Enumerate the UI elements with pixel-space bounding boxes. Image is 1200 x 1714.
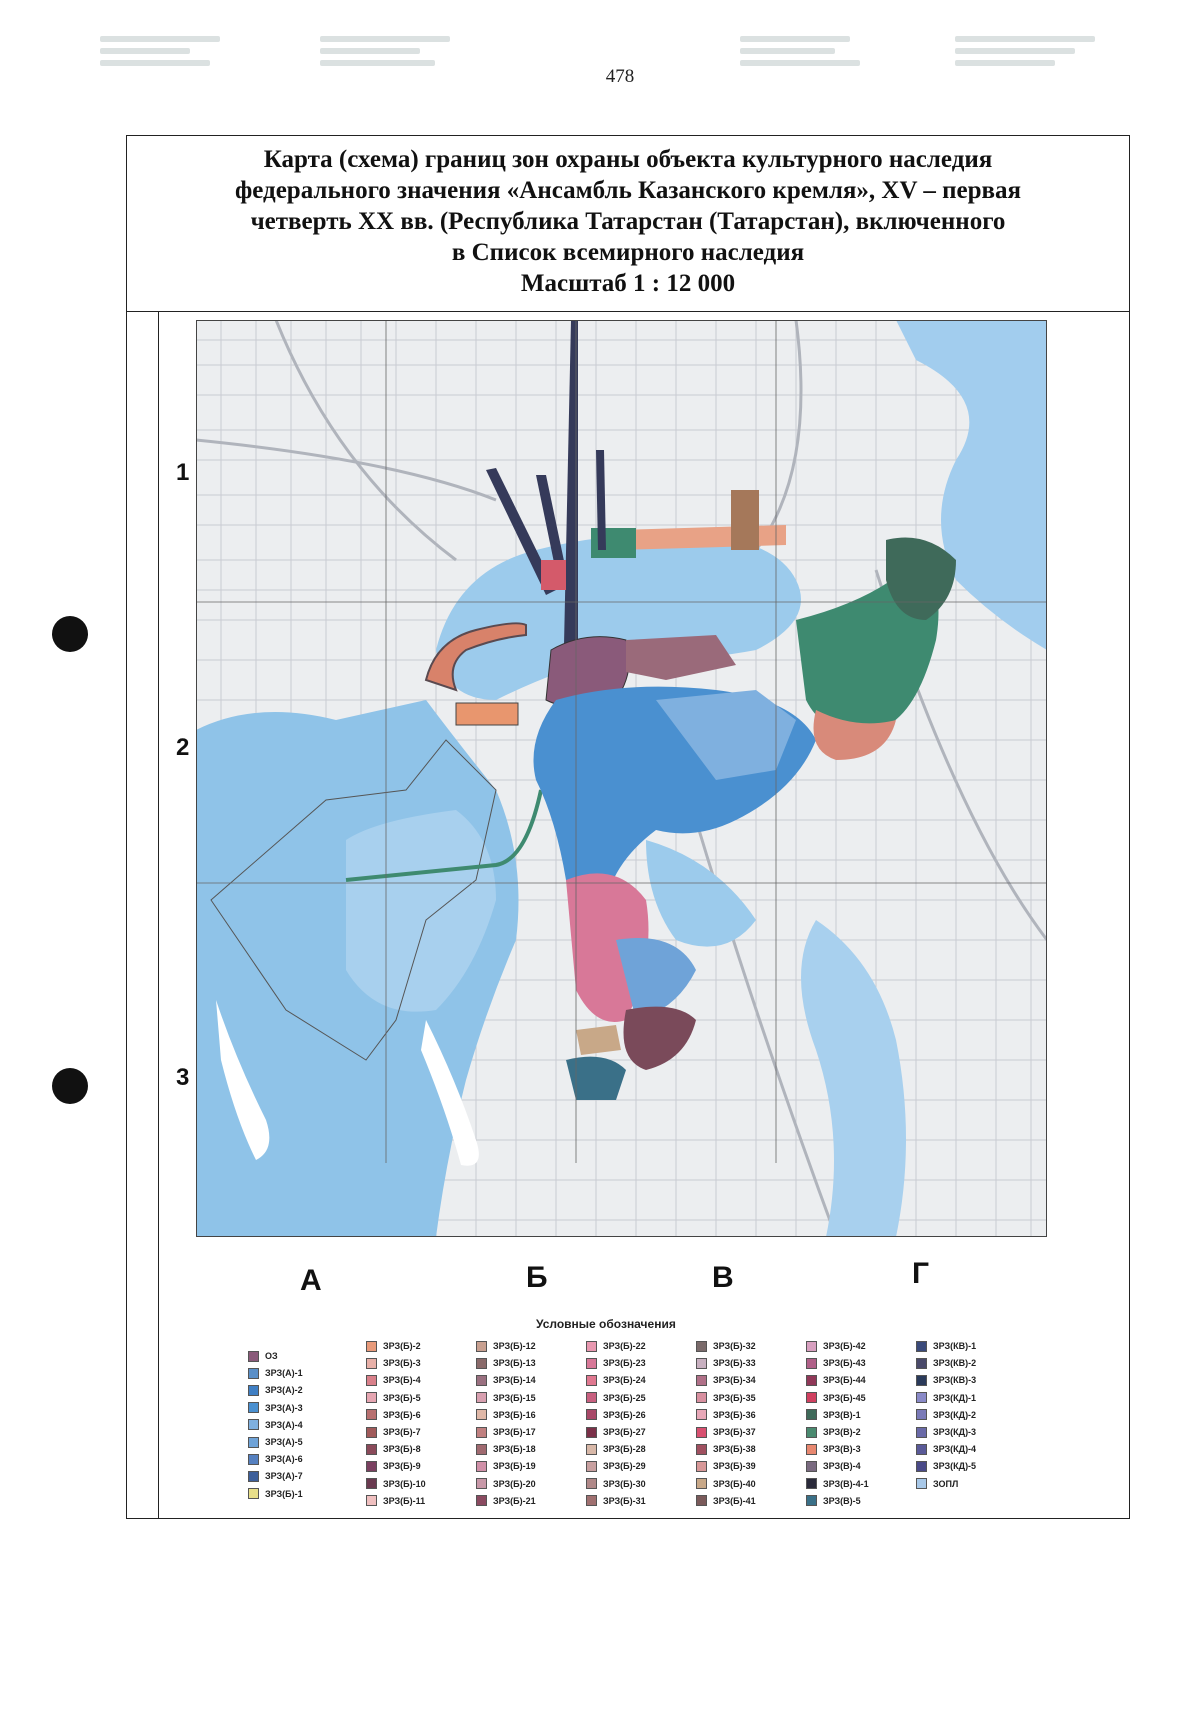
legend-label: ЗРЗ(Б)-35 bbox=[713, 1392, 756, 1403]
legend-swatch bbox=[696, 1375, 707, 1386]
legend-label: ЗРЗ(КВ)-3 bbox=[933, 1375, 977, 1386]
legend-label: ЗРЗ(Б)-23 bbox=[603, 1358, 646, 1369]
legend-label: ЗРЗ(Б)-29 bbox=[603, 1461, 646, 1472]
legend-swatch bbox=[916, 1444, 927, 1455]
legend-swatch bbox=[916, 1478, 927, 1489]
punch-hole-top bbox=[52, 616, 88, 652]
legend-swatch bbox=[366, 1461, 377, 1472]
legend-label: ОЗ bbox=[265, 1351, 278, 1361]
legend-label: ЗРЗ(Б)-24 bbox=[603, 1375, 646, 1386]
scale-label: Масштаб 1 : 12 000 bbox=[520, 270, 736, 297]
map-sheet bbox=[126, 135, 1130, 1519]
legend-swatch bbox=[696, 1427, 707, 1438]
legend-label: ЗРЗ(Б)-8 bbox=[383, 1444, 421, 1455]
legend-swatch bbox=[366, 1478, 377, 1489]
legend-label: ЗРЗ(Б)-31 bbox=[603, 1495, 646, 1506]
legend-item bbox=[248, 1365, 303, 1381]
legend-item bbox=[586, 1338, 646, 1354]
legend-swatch bbox=[476, 1427, 487, 1438]
legend-item bbox=[586, 1355, 646, 1371]
legend-item bbox=[476, 1407, 536, 1423]
legend-label: ЗРЗ(Б)-9 bbox=[383, 1461, 421, 1472]
legend-item bbox=[586, 1458, 646, 1474]
legend-label: ЗРЗ(А)-6 bbox=[265, 1454, 303, 1465]
page-number: 478 bbox=[605, 66, 635, 87]
legend-item bbox=[248, 1417, 303, 1433]
legend-item bbox=[476, 1390, 536, 1406]
legend-item bbox=[696, 1493, 756, 1509]
legend-label: ЗРЗ(Б)-45 bbox=[823, 1392, 866, 1403]
grid-row-label: 3 bbox=[176, 1064, 190, 1091]
legend-label: ЗРЗ(А)-1 bbox=[265, 1368, 303, 1379]
legend-label: ЗРЗ(А)-7 bbox=[265, 1471, 303, 1482]
legend-label: ЗРЗ(В)-3 bbox=[823, 1444, 861, 1455]
legend-label: ЗРЗ(В)-4-1 bbox=[823, 1478, 869, 1489]
legend-item bbox=[476, 1338, 536, 1354]
legend-item bbox=[806, 1424, 861, 1440]
legend-item bbox=[696, 1338, 756, 1354]
legend-swatch bbox=[476, 1341, 487, 1352]
legend-item bbox=[916, 1458, 976, 1474]
legend-label: ЗРЗ(КД)-4 bbox=[933, 1444, 977, 1455]
legend-item bbox=[696, 1372, 756, 1388]
grid-column-label: В bbox=[712, 1261, 734, 1294]
legend-label: ЗРЗ(Б)-16 bbox=[493, 1409, 536, 1420]
legend-item bbox=[366, 1338, 421, 1354]
legend-swatch bbox=[696, 1495, 707, 1506]
legend-label: ЗРЗ(КД)-3 bbox=[933, 1427, 977, 1437]
legend-swatch bbox=[366, 1392, 377, 1403]
legend-label: ЗРЗ(Б)-34 bbox=[713, 1375, 756, 1386]
legend-item bbox=[476, 1441, 536, 1457]
legend-swatch bbox=[586, 1478, 597, 1489]
legend-label: ЗРЗ(Б)-41 bbox=[713, 1495, 756, 1506]
legend-swatch bbox=[916, 1392, 927, 1403]
legend-label: ЗРЗ(Б)-15 bbox=[493, 1392, 536, 1403]
legend-swatch bbox=[476, 1495, 487, 1506]
legend-label: ЗРЗ(Б)-38 bbox=[713, 1444, 756, 1455]
legend-swatch bbox=[248, 1368, 259, 1379]
legend-label: ЗРЗ(Б)-37 bbox=[713, 1427, 756, 1437]
legend-item bbox=[366, 1390, 421, 1406]
legend-swatch bbox=[916, 1341, 927, 1352]
legend-label: ЗРЗ(Б)-13 bbox=[493, 1358, 536, 1369]
legend-item bbox=[248, 1451, 303, 1467]
title-line: федерального значения «Ансамбль Казанского кремля», XV – первая bbox=[234, 177, 1022, 204]
legend-item bbox=[916, 1372, 976, 1388]
legend-swatch bbox=[476, 1444, 487, 1455]
legend-swatch bbox=[366, 1427, 377, 1438]
legend-item bbox=[476, 1476, 536, 1492]
legend-label: ЗРЗ(Б)-27 bbox=[603, 1427, 646, 1437]
legend-swatch bbox=[916, 1461, 927, 1472]
legend-label: ЗРЗ(КВ)-1 bbox=[933, 1341, 977, 1351]
legend-label: ЗРЗ(Б)-12 bbox=[493, 1341, 536, 1351]
legend-item bbox=[916, 1390, 976, 1406]
legend-label: ЗРЗ(Б)-5 bbox=[383, 1392, 421, 1403]
legend-item bbox=[586, 1407, 646, 1423]
legend-item bbox=[806, 1493, 861, 1509]
legend-swatch bbox=[476, 1478, 487, 1489]
legend-label: ЗРЗ(Б)-20 bbox=[493, 1478, 536, 1489]
legend-label: ЗРЗ(Б)-30 bbox=[603, 1478, 646, 1489]
grid-row-label: 2 bbox=[176, 734, 190, 761]
legend-swatch bbox=[806, 1358, 817, 1369]
legend-swatch bbox=[586, 1461, 597, 1472]
legend-swatch bbox=[696, 1461, 707, 1472]
legend-label: ЗРЗ(Б)-19 bbox=[493, 1461, 536, 1472]
legend-title: Условные обозначения bbox=[536, 1317, 676, 1331]
legend-swatch bbox=[806, 1341, 817, 1352]
legend-swatch bbox=[586, 1341, 597, 1352]
legend-item bbox=[248, 1486, 303, 1502]
legend-swatch bbox=[476, 1409, 487, 1420]
legend-label: ЗРЗ(А)-2 bbox=[265, 1385, 303, 1396]
legend-label: ЗРЗ(Б)-43 bbox=[823, 1358, 866, 1369]
legend-swatch bbox=[586, 1375, 597, 1386]
legend-swatch bbox=[586, 1358, 597, 1369]
legend-swatch bbox=[248, 1402, 259, 1413]
legend-swatch bbox=[806, 1375, 817, 1386]
grid-row-label: 1 bbox=[176, 459, 190, 486]
legend-label: ЗРЗ(Б)-1 bbox=[265, 1488, 303, 1499]
legend-swatch bbox=[366, 1495, 377, 1506]
legend-item bbox=[806, 1390, 866, 1406]
legend-label: ЗРЗ(Б)-36 bbox=[713, 1409, 756, 1420]
legend-item bbox=[366, 1407, 421, 1423]
legend-item bbox=[806, 1355, 866, 1371]
legend-swatch bbox=[806, 1409, 817, 1420]
legend-swatch bbox=[696, 1409, 707, 1420]
southern-teal-zone bbox=[566, 1057, 626, 1100]
legend-item bbox=[366, 1372, 421, 1388]
legend-label: ЗРЗ(Б)-4 bbox=[383, 1375, 421, 1386]
legend-item bbox=[586, 1390, 646, 1406]
grid-column-label: А bbox=[300, 1264, 322, 1297]
legend bbox=[248, 1338, 1048, 1506]
title-block bbox=[127, 136, 1129, 312]
legend-swatch bbox=[248, 1385, 259, 1396]
legend-item bbox=[696, 1424, 756, 1440]
legend-label: ЗРЗ(Б)-2 bbox=[383, 1341, 421, 1351]
legend-swatch bbox=[586, 1409, 597, 1420]
legend-item bbox=[916, 1338, 976, 1354]
legend-label: ЗРЗ(Б)-14 bbox=[493, 1375, 536, 1386]
legend-label: ЗРЗ(Б)-44 bbox=[823, 1375, 866, 1386]
legend-item bbox=[696, 1476, 756, 1492]
legend-label: ЗОПЛ bbox=[933, 1478, 959, 1489]
legend-swatch bbox=[248, 1419, 259, 1430]
legend-item bbox=[476, 1493, 536, 1509]
legend-label: ЗРЗ(Б)-10 bbox=[383, 1478, 426, 1489]
legend-item bbox=[366, 1493, 425, 1509]
legend-swatch bbox=[696, 1392, 707, 1403]
legend-label: ЗРЗ(Б)-26 bbox=[603, 1409, 646, 1420]
legend-swatch bbox=[248, 1351, 259, 1362]
legend-swatch bbox=[476, 1375, 487, 1386]
legend-swatch bbox=[366, 1375, 377, 1386]
map-frame bbox=[158, 312, 1130, 1518]
legend-label: ЗРЗ(КВ)-2 bbox=[933, 1358, 977, 1369]
legend-item bbox=[586, 1372, 646, 1388]
legend-label: ЗРЗ(Б)-39 bbox=[713, 1461, 756, 1472]
legend-item bbox=[248, 1348, 278, 1364]
legend-label: ЗРЗ(А)-5 bbox=[265, 1437, 303, 1447]
legend-item bbox=[476, 1372, 536, 1388]
legend-item bbox=[806, 1372, 866, 1388]
legend-item bbox=[696, 1407, 756, 1423]
legend-item bbox=[476, 1424, 536, 1440]
legend-swatch bbox=[806, 1478, 817, 1489]
legend-label: ЗРЗ(В)-2 bbox=[823, 1427, 861, 1437]
legend-label: ЗРЗ(Б)-22 bbox=[603, 1341, 646, 1351]
legend-item bbox=[916, 1407, 976, 1423]
legend-swatch bbox=[366, 1409, 377, 1420]
legend-label: ЗРЗ(Б)-32 bbox=[713, 1341, 756, 1351]
legend-swatch bbox=[806, 1392, 817, 1403]
legend-label: ЗРЗ(Б)-25 bbox=[603, 1392, 646, 1403]
legend-item bbox=[806, 1458, 861, 1474]
embankment-block bbox=[456, 703, 518, 725]
legend-swatch bbox=[916, 1427, 927, 1438]
southern-tan-zone bbox=[576, 1025, 621, 1055]
legend-label: ЗРЗ(Б)-40 bbox=[713, 1478, 756, 1489]
legend-item bbox=[586, 1441, 646, 1457]
legend-swatch bbox=[366, 1444, 377, 1455]
legend-swatch bbox=[696, 1358, 707, 1369]
legend-item bbox=[248, 1382, 303, 1398]
legend-swatch bbox=[806, 1495, 817, 1506]
legend-item bbox=[366, 1441, 421, 1457]
legend-swatch bbox=[806, 1427, 817, 1438]
grid-column-label: Б bbox=[526, 1261, 548, 1294]
bleed-through-text bbox=[740, 30, 890, 110]
legend-swatch bbox=[586, 1392, 597, 1403]
legend-label: ЗРЗ(В)-4 bbox=[823, 1461, 861, 1472]
legend-swatch bbox=[586, 1427, 597, 1438]
legend-label: ЗРЗ(Б)-3 bbox=[383, 1358, 421, 1369]
punch-hole-bottom bbox=[52, 1068, 88, 1104]
legend-item bbox=[806, 1441, 861, 1457]
legend-item bbox=[916, 1424, 976, 1440]
legend-swatch bbox=[366, 1341, 377, 1352]
legend-swatch bbox=[248, 1471, 259, 1482]
legend-swatch bbox=[696, 1444, 707, 1455]
legend-label: ЗРЗ(А)-4 bbox=[265, 1419, 303, 1430]
legend-item bbox=[248, 1400, 303, 1416]
legend-item bbox=[806, 1476, 869, 1492]
legend-label: ЗРЗ(Б)-7 bbox=[383, 1427, 421, 1437]
legend-item bbox=[366, 1476, 426, 1492]
legend-label: ЗРЗ(Б)-17 bbox=[493, 1427, 536, 1437]
grid-column-label: Г bbox=[912, 1257, 930, 1290]
legend-item bbox=[696, 1390, 756, 1406]
legend-label: ЗРЗ(Б)-33 bbox=[713, 1358, 756, 1369]
legend-label: ЗРЗ(КД)-5 bbox=[933, 1461, 977, 1472]
legend-item bbox=[916, 1441, 976, 1457]
legend-swatch bbox=[476, 1392, 487, 1403]
legend-item bbox=[366, 1424, 421, 1440]
title-line: четверть XX вв. (Республика Татарстан (Татарстан), включенного bbox=[250, 208, 1006, 235]
legend-label: ЗРЗ(В)-5 bbox=[823, 1495, 861, 1506]
legend-swatch bbox=[916, 1409, 927, 1420]
legend-swatch bbox=[806, 1444, 817, 1455]
legend-label: ЗРЗ(КД)-2 bbox=[933, 1409, 977, 1420]
legend-item bbox=[696, 1355, 756, 1371]
legend-swatch bbox=[248, 1437, 259, 1448]
legend-item bbox=[366, 1355, 421, 1371]
legend-swatch bbox=[586, 1495, 597, 1506]
zone-map bbox=[196, 320, 1047, 1237]
legend-label: ЗРЗ(Б)-42 bbox=[823, 1341, 866, 1351]
legend-swatch bbox=[586, 1444, 597, 1455]
bleed-through-text bbox=[955, 30, 1105, 110]
legend-swatch bbox=[696, 1341, 707, 1352]
legend-item bbox=[916, 1476, 958, 1492]
legend-item bbox=[366, 1458, 421, 1474]
legend-swatch bbox=[806, 1461, 817, 1472]
bleed-through-text bbox=[320, 30, 470, 110]
north-block bbox=[731, 490, 759, 550]
legend-item bbox=[586, 1476, 646, 1492]
legend-label: ЗРЗ(А)-3 bbox=[265, 1402, 303, 1413]
legend-swatch bbox=[476, 1358, 487, 1369]
legend-swatch bbox=[916, 1375, 927, 1386]
legend-item bbox=[476, 1355, 536, 1371]
legend-item bbox=[476, 1458, 536, 1474]
legend-item bbox=[248, 1434, 303, 1450]
legend-label: ЗРЗ(Б)-18 bbox=[493, 1444, 536, 1455]
bleed-through-text bbox=[100, 30, 250, 110]
legend-label: ЗРЗ(В)-1 bbox=[823, 1409, 861, 1420]
legend-swatch bbox=[366, 1358, 377, 1369]
legend-item bbox=[916, 1355, 976, 1371]
legend-item bbox=[696, 1458, 756, 1474]
legend-item bbox=[586, 1424, 646, 1440]
legend-item bbox=[696, 1441, 756, 1457]
title-line: в Список всемирного наследия bbox=[451, 239, 805, 266]
legend-item bbox=[806, 1338, 866, 1354]
legend-label: ЗРЗ(КД)-1 bbox=[933, 1392, 977, 1403]
legend-item bbox=[806, 1407, 861, 1423]
title-line: Карта (схема) границ зон охраны объекта культурного наследия bbox=[263, 146, 993, 173]
legend-label: ЗРЗ(Б)-6 bbox=[383, 1409, 421, 1420]
corridor-block bbox=[541, 560, 566, 590]
legend-swatch bbox=[248, 1454, 259, 1465]
legend-item bbox=[586, 1493, 646, 1509]
legend-label: ЗРЗ(Б)-21 bbox=[493, 1495, 536, 1506]
legend-label: ЗРЗ(Б)-11 bbox=[383, 1495, 426, 1506]
legend-swatch bbox=[696, 1478, 707, 1489]
legend-item bbox=[248, 1468, 303, 1484]
legend-label: ЗРЗ(Б)-28 bbox=[603, 1444, 646, 1455]
legend-swatch bbox=[248, 1488, 259, 1499]
legend-swatch bbox=[476, 1461, 487, 1472]
legend-swatch bbox=[916, 1358, 927, 1369]
